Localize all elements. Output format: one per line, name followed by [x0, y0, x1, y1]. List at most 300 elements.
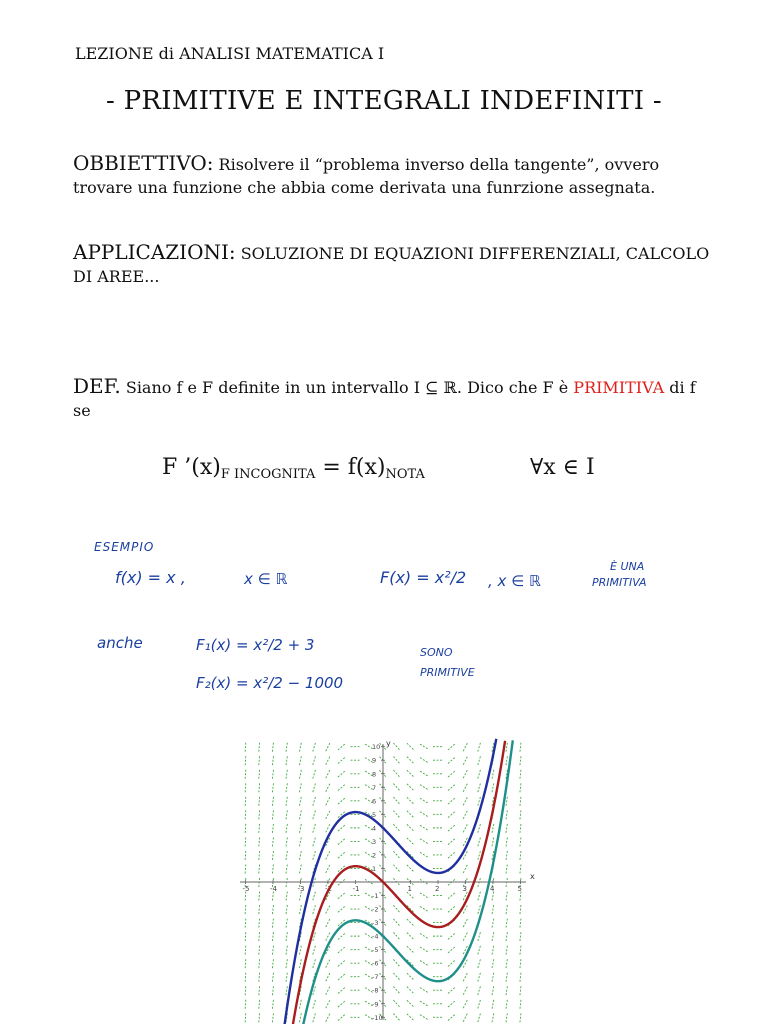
slope-segment — [448, 757, 456, 764]
slope-segment — [272, 904, 273, 914]
slope-segment — [463, 999, 468, 1008]
slope-segment — [272, 999, 273, 1009]
handwritten-f-definition: f(x) = x , — [115, 568, 186, 587]
slope-segment — [478, 769, 481, 779]
chart-curves — [285, 739, 513, 1024]
formula-left: F ’(x) — [162, 455, 221, 480]
handwritten-domain-1: x ∈ ℝ — [244, 570, 288, 588]
slope-segment — [286, 945, 287, 955]
slope-segment — [338, 852, 346, 859]
slope-segment — [492, 782, 494, 792]
x-tick-label: 4 — [490, 885, 495, 893]
slope-segment — [448, 852, 456, 859]
handwritten-F1: F₁(x) = x²/2 + 3 — [196, 636, 315, 654]
slope-segment — [272, 823, 273, 833]
y-tick-label: 2 — [372, 851, 377, 860]
slope-segment — [492, 1012, 494, 1022]
slope-segment — [286, 904, 287, 914]
slope-segment — [448, 771, 456, 778]
slope-segment — [245, 958, 246, 968]
slope-segment — [300, 742, 302, 752]
y-tick-label: -3 — [372, 919, 379, 928]
slope-segment — [420, 1015, 429, 1020]
slope-segment — [492, 837, 494, 847]
slope-segment — [520, 931, 521, 941]
slope-segment — [326, 905, 331, 914]
slope-segment — [407, 933, 414, 940]
formula-left-subscript: F INCOGNITA — [220, 467, 316, 482]
slope-segment — [492, 769, 494, 779]
slope-segment — [393, 932, 400, 939]
slope-segment — [259, 850, 260, 860]
slope-segment — [492, 972, 494, 982]
slope-segment — [259, 945, 260, 955]
document-header: LEZIONE di ANALISI MATEMATICA I — [75, 44, 385, 63]
slope-segment — [407, 919, 414, 926]
slope-segment — [520, 836, 521, 846]
handwritten-are-primitives-2: PRIMITIVE — [420, 666, 475, 679]
slope-segment — [463, 972, 468, 981]
slope-segment — [272, 985, 273, 995]
slope-segment — [520, 782, 521, 792]
slope-segment — [300, 999, 302, 1009]
slope-segment — [338, 906, 346, 913]
slope-segment — [520, 809, 521, 819]
slope-segment — [506, 823, 507, 833]
slope-segment — [407, 892, 414, 899]
slope-segment — [478, 850, 481, 860]
slope-segment — [245, 999, 246, 1009]
slope-segment — [448, 838, 456, 845]
slope-segment — [326, 932, 331, 941]
slope-segment — [259, 863, 260, 873]
slope-segment — [245, 850, 246, 860]
slope-segment — [259, 742, 260, 752]
x-tick-label: -2 — [325, 885, 332, 893]
slope-segment — [326, 918, 331, 927]
slope-segment — [245, 836, 246, 846]
slope-segment — [463, 783, 468, 792]
slope-segment — [407, 824, 414, 831]
slope-segment — [259, 782, 260, 792]
slope-segment — [492, 918, 494, 928]
slope-segment — [393, 905, 400, 912]
slope-segment — [478, 972, 481, 982]
slope-segment — [272, 972, 273, 982]
slope-segment — [420, 961, 429, 966]
slope-segment — [520, 904, 521, 914]
slope-segment — [448, 1001, 456, 1008]
slope-segment — [272, 850, 273, 860]
slope-segment — [300, 782, 302, 792]
slope-segment — [286, 958, 287, 968]
slope-segment — [338, 838, 346, 845]
slope-segment — [520, 769, 521, 779]
slope-segment — [286, 972, 287, 982]
primitive-curve — [285, 739, 497, 1024]
slope-segment — [478, 837, 481, 847]
y-tick-label: -6 — [372, 959, 379, 968]
slope-segment — [393, 851, 400, 858]
slope-segment — [286, 918, 287, 928]
slope-segment — [300, 864, 302, 874]
slope-segment — [506, 904, 507, 914]
slope-segment — [492, 945, 494, 955]
slope-segment — [420, 798, 429, 803]
slope-segment — [259, 1012, 260, 1022]
slope-segment — [448, 798, 456, 805]
slope-segment — [520, 918, 521, 928]
slope-segment — [286, 891, 287, 901]
slope-segment — [520, 742, 521, 752]
formula-equals: = f(x) — [315, 455, 386, 480]
slope-segment — [463, 918, 468, 927]
slope-segment — [259, 755, 260, 765]
slope-segment — [393, 973, 400, 980]
slope-segment — [338, 1014, 346, 1021]
slope-segment — [259, 985, 260, 995]
slope-segment — [463, 810, 468, 819]
y-tick-label: 5 — [372, 810, 377, 819]
slope-segment — [338, 743, 346, 750]
slope-segment — [286, 755, 287, 765]
slope-segment — [420, 839, 429, 844]
slope-segment — [448, 933, 456, 940]
x-tick-label: 3 — [462, 885, 467, 893]
slope-segment — [300, 823, 302, 833]
slope-segment — [313, 769, 316, 779]
slope-segment — [478, 891, 481, 901]
slope-segment — [393, 811, 400, 818]
slope-segment — [420, 825, 429, 830]
slope-segment — [245, 985, 246, 995]
slope-segment — [506, 836, 507, 846]
slope-segment — [313, 1013, 316, 1023]
slope-segment — [313, 945, 316, 955]
slope-segment — [338, 1001, 346, 1008]
slope-segment — [313, 837, 316, 847]
slope-segment — [326, 756, 331, 765]
slope-segment — [520, 985, 521, 995]
slope-segment — [245, 972, 246, 982]
page-title: - PRIMITIVE E INTEGRALI INDEFINITI - — [105, 86, 663, 116]
handwritten-example-label: ESEMPIO — [94, 540, 155, 554]
slope-segment — [338, 960, 346, 967]
slope-segment — [338, 798, 346, 805]
slope-segment — [259, 904, 260, 914]
slope-segment — [506, 999, 507, 1009]
slope-segment — [407, 757, 414, 764]
y-tick-label: -10 — [372, 1013, 383, 1022]
slope-segment — [300, 1012, 302, 1022]
slope-segment — [326, 742, 331, 751]
slope-segment — [478, 945, 481, 955]
slope-segment — [313, 891, 316, 901]
slope-segment — [420, 947, 429, 952]
y-tick-label: 1 — [372, 864, 377, 873]
slope-segment — [420, 744, 429, 749]
x-tick-label: 1 — [407, 885, 412, 893]
slope-segment — [393, 865, 400, 872]
primitiva-keyword: PRIMITIVA — [573, 378, 665, 397]
slope-segment — [326, 769, 331, 778]
slope-segment — [272, 796, 273, 806]
slope-segment — [492, 931, 494, 941]
slope-segment — [272, 958, 273, 968]
slope-segment — [506, 985, 507, 995]
slope-segment — [492, 985, 494, 995]
slope-segment — [448, 784, 456, 791]
slope-segment — [338, 771, 346, 778]
slope-segment — [448, 946, 456, 953]
y-tick-label: 7 — [372, 783, 377, 792]
slope-segment — [506, 945, 507, 955]
slope-segment — [245, 863, 246, 873]
slope-segment — [326, 959, 331, 968]
slope-segment — [338, 933, 346, 940]
slope-segment — [286, 836, 287, 846]
slope-segment — [407, 1014, 414, 1021]
slope-segment — [245, 782, 246, 792]
slope-segment — [272, 931, 273, 941]
handwritten-F2: F₂(x) = x²/2 − 1000 — [196, 674, 344, 692]
x-axis-label: x — [530, 872, 535, 881]
slope-segment — [463, 986, 468, 995]
y-tick-label: -5 — [372, 946, 379, 955]
slope-segment — [420, 1001, 429, 1006]
handwritten-F-definition: F(x) = x²/2 — [380, 568, 467, 587]
slope-segment — [300, 945, 302, 955]
slope-segment — [313, 742, 316, 752]
slope-segment — [420, 988, 429, 993]
slope-segment — [420, 758, 429, 763]
slope-segment — [520, 850, 521, 860]
slope-segment — [393, 824, 400, 831]
slope-segment — [313, 999, 316, 1009]
slope-segment — [506, 742, 507, 752]
slope-segment — [272, 918, 273, 928]
slope-segment — [272, 782, 273, 792]
slope-segment — [420, 852, 429, 857]
applications-text: SOLUZIONE DI EQUAZIONI DIFFERENZIALI, CALCOLO DI AREE... — [73, 244, 710, 286]
slope-segment — [313, 755, 316, 765]
slope-segment — [272, 809, 273, 819]
slope-segment — [300, 769, 302, 779]
slope-segment — [313, 823, 316, 833]
slope-segment — [478, 823, 481, 833]
slope-segment — [259, 823, 260, 833]
x-tick-label: -3 — [297, 885, 305, 893]
slope-segment — [259, 918, 260, 928]
slope-segment — [272, 864, 273, 874]
slope-segment — [492, 999, 494, 1009]
applications-paragraph — [73, 241, 713, 288]
slope-segment — [448, 825, 456, 832]
x-tick-label: 5 — [517, 885, 522, 893]
objective-text: Risolvere il “problema inverso della tangente”, ovvero trovare una funzione che abbia come derivata una funrzione assegnata. — [73, 155, 660, 197]
slope-segment — [259, 999, 260, 1009]
slope-segment — [259, 931, 260, 941]
y-tick-label: -7 — [372, 973, 379, 982]
slope-segment — [259, 958, 260, 968]
x-tick-label: 2 — [435, 885, 440, 893]
slope-segment — [338, 757, 346, 764]
slope-segment — [259, 836, 260, 846]
slope-segment — [478, 1013, 481, 1023]
slope-segment — [326, 810, 331, 819]
slope-segment — [463, 932, 468, 941]
slope-segment — [520, 823, 521, 833]
slope-segment — [506, 972, 507, 982]
slope-segment — [300, 958, 302, 968]
slope-segment — [463, 864, 468, 873]
applications-label: APPLICAZIONI: — [73, 240, 236, 264]
slope-segment — [407, 811, 414, 818]
slope-segment — [245, 823, 246, 833]
slope-segment — [245, 742, 246, 752]
slope-segment — [407, 987, 414, 994]
slope-segment — [463, 796, 468, 805]
slope-segment — [492, 823, 494, 833]
slope-segment — [326, 972, 331, 981]
handwritten-is-primitive-2: PRIMITIVA — [592, 576, 647, 589]
slope-segment — [478, 904, 481, 914]
slope-segment — [272, 742, 273, 752]
slope-segment — [326, 999, 331, 1008]
slope-segment — [393, 784, 400, 791]
slope-segment — [448, 906, 456, 913]
slope-segment — [326, 783, 331, 792]
slope-segment — [478, 931, 481, 941]
handwritten-domain-2: , x ∈ ℝ — [488, 572, 541, 590]
slope-segment — [520, 972, 521, 982]
slope-segment — [286, 809, 287, 819]
slope-segment — [420, 933, 429, 938]
objective-label: OBBIETTIVO: — [73, 151, 214, 175]
slope-segment — [286, 742, 287, 752]
y-tick-label: 3 — [372, 837, 377, 846]
slope-segment — [245, 809, 246, 819]
slope-segment — [420, 906, 429, 911]
slope-segment — [407, 946, 414, 953]
slope-segment — [245, 769, 246, 779]
slope-segment — [520, 755, 521, 765]
slope-segment — [506, 755, 507, 765]
slope-segment — [338, 784, 346, 791]
slope-segment — [259, 809, 260, 819]
slope-segment — [259, 972, 260, 982]
slope-segment — [300, 809, 302, 819]
slope-segment — [407, 838, 414, 845]
slope-segment — [326, 864, 331, 873]
slope-segment — [407, 797, 414, 804]
slope-segment — [286, 769, 287, 779]
handwritten-is-primitive-1: È UNA — [610, 560, 645, 573]
slope-segment — [245, 918, 246, 928]
slope-segment — [245, 1012, 246, 1022]
slope-segment — [300, 904, 302, 914]
slope-segment — [272, 755, 273, 765]
slope-segment — [245, 931, 246, 941]
formula-right-subscript: NOTA — [385, 467, 425, 482]
definition-label: DEF. — [73, 374, 121, 398]
slope-segment — [393, 1014, 400, 1021]
y-tick-label: -8 — [372, 986, 379, 995]
slope-segment — [286, 931, 287, 941]
slope-segment — [448, 960, 456, 967]
y-tick-label: -1 — [372, 892, 379, 901]
definition-text-2: di f se — [73, 378, 696, 420]
slope-segment — [506, 918, 507, 928]
definition-text-1: Siano f e F definite in un intervallo I ⊆ ℝ. Dico che F è — [120, 378, 574, 397]
slope-segment — [492, 958, 494, 968]
slope-segment — [506, 864, 507, 874]
slope-segment — [478, 796, 481, 806]
slope-segment — [407, 743, 414, 750]
slope-segment — [338, 987, 346, 994]
slope-segment — [245, 904, 246, 914]
slope-segment — [463, 1013, 468, 1022]
y-tick-label: 4 — [372, 824, 377, 833]
slope-segment — [506, 958, 507, 968]
slope-segment — [286, 864, 287, 874]
slope-segment — [245, 945, 246, 955]
handwritten-are-primitives-1: SONO — [420, 646, 453, 659]
formula-quantifier: ∀x ∈ I — [530, 455, 595, 480]
slope-segment — [492, 904, 494, 914]
slope-segment — [272, 1012, 273, 1022]
slope-segment — [520, 999, 521, 1009]
slope-segment — [448, 811, 456, 818]
slope-segment — [338, 973, 346, 980]
slope-segment — [420, 771, 429, 776]
slope-segment — [393, 797, 400, 804]
slope-segment — [393, 743, 400, 750]
slope-segment — [463, 742, 468, 751]
slope-segment — [326, 850, 331, 859]
slope-segment — [407, 770, 414, 777]
slope-segment — [393, 987, 400, 994]
y-axis-label: y — [386, 739, 391, 748]
slope-segment — [259, 796, 260, 806]
slope-segment — [313, 904, 316, 914]
slope-segment — [420, 785, 429, 790]
y-tick-label: -2 — [372, 905, 379, 914]
x-tick-label: -1 — [352, 885, 360, 893]
y-tick-label: 9 — [372, 756, 377, 765]
slope-segment — [338, 825, 346, 832]
slope-segment — [313, 850, 316, 860]
slope-segment — [506, 891, 507, 901]
y-tick-label: 8 — [372, 770, 377, 779]
slope-segment — [300, 755, 302, 765]
slope-segment — [313, 958, 316, 968]
slope-segment — [326, 1013, 331, 1022]
slope-segment — [286, 985, 287, 995]
slope-segment — [338, 946, 346, 953]
slope-segment — [478, 958, 481, 968]
slope-segment — [420, 893, 429, 898]
slope-segment — [393, 919, 400, 926]
definition-formula — [162, 455, 425, 482]
slope-segment — [407, 973, 414, 980]
y-tick-label: -4 — [372, 932, 379, 941]
slope-segment — [313, 810, 316, 820]
objective-paragraph — [73, 152, 713, 199]
slope-segment — [506, 809, 507, 819]
slope-segment — [478, 755, 481, 765]
slope-field-chart — [232, 736, 542, 1024]
